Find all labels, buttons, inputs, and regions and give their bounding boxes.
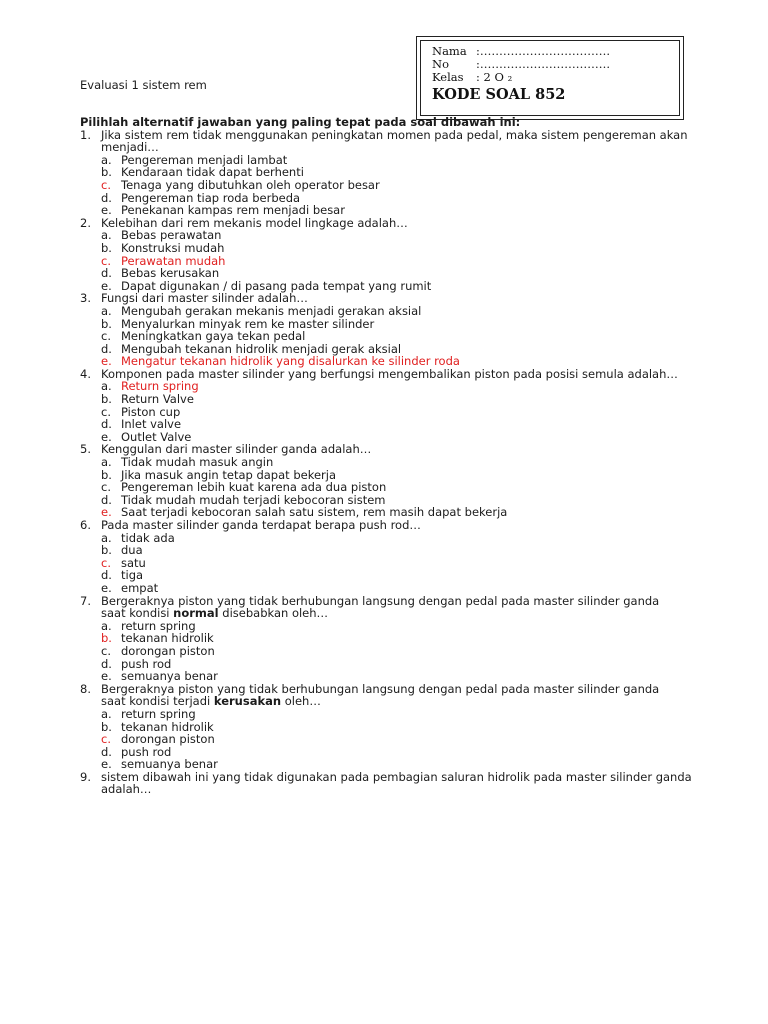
document-title: Evaluasi 1 sistem rem (80, 78, 207, 92)
option-letter: e. (101, 278, 112, 293)
option-letter: d. (101, 341, 112, 356)
option-letter: a. (101, 152, 112, 167)
question-stem (80, 129, 720, 154)
option-text: Perawatan mudah (121, 253, 226, 268)
option-letter: e. (101, 354, 112, 369)
question-number: 6. (80, 518, 91, 532)
option-text: Mengatur tekanan hidrolik yang disalurkan ke silinder roda (121, 354, 460, 369)
question-number: 5. (80, 442, 91, 457)
question-number: 9. (80, 769, 91, 784)
option-text: Return Valve (121, 392, 194, 407)
option-letter: c. (101, 555, 111, 570)
option-text: Pengereman lebih kuat karena ada dua piston (121, 480, 387, 495)
option-text: Saat terjadi kebocoran salah satu sistem, rem masih dapat bekerja (121, 505, 508, 520)
option-letter: c. (101, 253, 111, 268)
question-number: 8. (80, 681, 91, 696)
option-text: tekanan hidrolik (121, 631, 214, 646)
question-text: saat kondisi terjadi (101, 694, 214, 709)
option-letter: c. (101, 480, 111, 495)
question-text-line: Komponen pada master silinder yang berfungsi mengembalikan piston pada posisi semula adalah… (101, 366, 678, 381)
question-number: 4. (80, 366, 91, 381)
answer-option (80, 557, 720, 570)
option-text: Penekanan kampas rem menjadi besar (121, 203, 345, 218)
question-text: saat kondisi (101, 606, 174, 621)
class-label: Kelas (432, 70, 464, 84)
option-letter: e. (101, 580, 112, 595)
question-number: 3. (80, 291, 91, 306)
question-stem (80, 595, 720, 620)
option-text: Return spring (121, 379, 199, 394)
number-label: No (432, 57, 449, 71)
answer-option (80, 645, 720, 658)
answer-option (80, 204, 720, 217)
answer-option (80, 758, 720, 771)
question-text-line: Pada master silinder ganda terdapat berapa push rod… (101, 518, 421, 532)
option-letter: c. (101, 643, 111, 658)
option-text: Tidak mudah masuk angin (121, 455, 274, 470)
option-text: Piston cup (121, 404, 181, 419)
option-text: return spring (121, 618, 196, 633)
question-stem (80, 683, 720, 708)
option-text: Konstruksi mudah (121, 240, 225, 255)
option-text: empat (121, 580, 159, 595)
answer-option (80, 544, 720, 557)
option-letter: b. (101, 719, 112, 734)
option-text: Dapat digunakan / di pasang pada tempat yang rumit (121, 278, 432, 293)
option-text: Meningkatkan gaya tekan pedal (121, 329, 306, 344)
option-text: Pengereman menjadi lambat (121, 152, 288, 167)
question-number: 1. (80, 127, 91, 142)
option-letter: b. (101, 165, 112, 180)
option-text: semuanya benar (121, 669, 218, 684)
option-letter: d. (101, 266, 112, 281)
option-text: Kendaraan tidak dapat berhenti (121, 165, 304, 180)
option-letter: c. (101, 732, 111, 747)
option-letter: c. (101, 177, 111, 192)
option-letter: b. (101, 392, 112, 407)
question-number: 7. (80, 593, 91, 608)
option-letter: b. (101, 240, 112, 255)
question-text-line: Kenggulan dari master silinder ganda adalah… (101, 442, 372, 457)
student-info-box (416, 36, 684, 120)
option-text: Mengubah gerakan mekanis menjadi gerakan aksial (121, 303, 422, 318)
option-text: Mengubah tekanan hidrolik menjadi gerak aksial (121, 341, 402, 356)
class-value: : 2 O ₂ (476, 70, 513, 84)
option-text: Jika masuk angin tetap dapat bekerja (121, 467, 336, 482)
name-label: Nama (432, 44, 467, 58)
question-list (80, 129, 720, 796)
option-letter: a. (101, 379, 112, 394)
option-letter: a. (101, 618, 112, 633)
option-letter: a. (101, 530, 112, 545)
option-letter: a. (101, 303, 112, 318)
option-letter: d. (101, 568, 112, 583)
question-text-line: Kelebihan dari rem mekanis model lingkage adalah… (101, 215, 408, 230)
number-value: :……………………………. (476, 57, 611, 71)
question-text-line: Jika sistem rem tidak menggunakan peningkatan momen pada pedal, maka sistem pengereman akan menjadi… (101, 127, 688, 155)
option-text: Pengereman tiap roda berbeda (121, 190, 301, 205)
question-number: 2. (80, 215, 91, 230)
question-sheet (80, 116, 720, 796)
option-text: satu (121, 555, 146, 570)
option-letter: c. (101, 404, 111, 419)
option-letter: c. (101, 329, 111, 344)
option-letter: b. (101, 316, 112, 331)
option-letter: d. (101, 492, 112, 507)
option-letter: a. (101, 228, 112, 243)
option-letter: d. (101, 656, 112, 671)
option-letter: e. (101, 757, 112, 772)
option-letter: a. (101, 706, 112, 721)
option-letter: d. (101, 744, 112, 759)
number-line (432, 58, 679, 71)
option-letter: e. (101, 203, 112, 218)
option-text: push rod (121, 656, 172, 671)
option-letter: e. (101, 505, 112, 520)
answer-option (80, 733, 720, 746)
option-text: Menyalurkan minyak rem ke master silinder (121, 316, 375, 331)
question-text: disebabkan oleh… (218, 606, 329, 621)
option-text: dua (121, 543, 143, 558)
option-letter: e. (101, 669, 112, 684)
option-text: tidak ada (121, 530, 175, 545)
emphasized-word: kerusakan (213, 694, 282, 709)
question-text-line: Bergeraknya piston yang tidak berhubungan langsung dengan pedal pada master silinder ganda (101, 593, 660, 608)
option-letter: d. (101, 417, 112, 432)
option-text: Inlet valve (121, 417, 182, 432)
option-text: push rod (121, 744, 172, 759)
option-text: Tidak mudah mudah terjadi kebocoran sistem (121, 492, 386, 507)
answer-option (80, 355, 720, 368)
question-text-line: Fungsi dari master silinder adalah… (101, 291, 308, 306)
option-letter: b. (101, 543, 112, 558)
question-text-line: Bergeraknya piston yang tidak berhubungan langsung dengan pedal pada master silinder ganda (101, 681, 660, 696)
question-text: oleh… (281, 694, 321, 709)
exam-code: KODE SOAL 852 (432, 86, 566, 103)
class-line (432, 71, 679, 84)
option-letter: b. (101, 631, 112, 646)
option-text: Outlet Valve (121, 429, 192, 444)
answer-option (80, 569, 720, 582)
answer-option (80, 670, 720, 683)
option-letter: d. (101, 190, 112, 205)
instruction-text: Pilihlah alternatif jawaban yang paling tepat pada soal dibawah ini: (80, 115, 521, 129)
option-text: dorongan piston (121, 732, 215, 747)
question-text-line: sistem dibawah ini yang tidak digunakan pada pembagian saluran hidrolik pada master silinder ganda adalah… (101, 769, 692, 797)
name-value: :……………………………. (476, 44, 611, 58)
answer-option (80, 532, 720, 545)
option-letter: a. (101, 455, 112, 470)
option-text: tiga (121, 568, 144, 583)
option-text: Bebas kerusakan (121, 266, 220, 281)
answer-option (80, 582, 720, 595)
option-letter: e. (101, 429, 112, 444)
option-text: dorongan piston (121, 643, 215, 658)
option-text: return spring (121, 706, 196, 721)
student-info-box-inner (420, 40, 680, 116)
question-stem (80, 519, 720, 532)
option-text: Tenaga yang dibutuhkan oleh operator besar (121, 177, 380, 192)
emphasized-word: normal (173, 606, 219, 621)
option-letter: b. (101, 467, 112, 482)
option-text: tekanan hidrolik (121, 719, 214, 734)
option-text: semuanya benar (121, 757, 218, 772)
option-text: Bebas perawatan (121, 228, 222, 243)
question-stem (80, 771, 720, 796)
